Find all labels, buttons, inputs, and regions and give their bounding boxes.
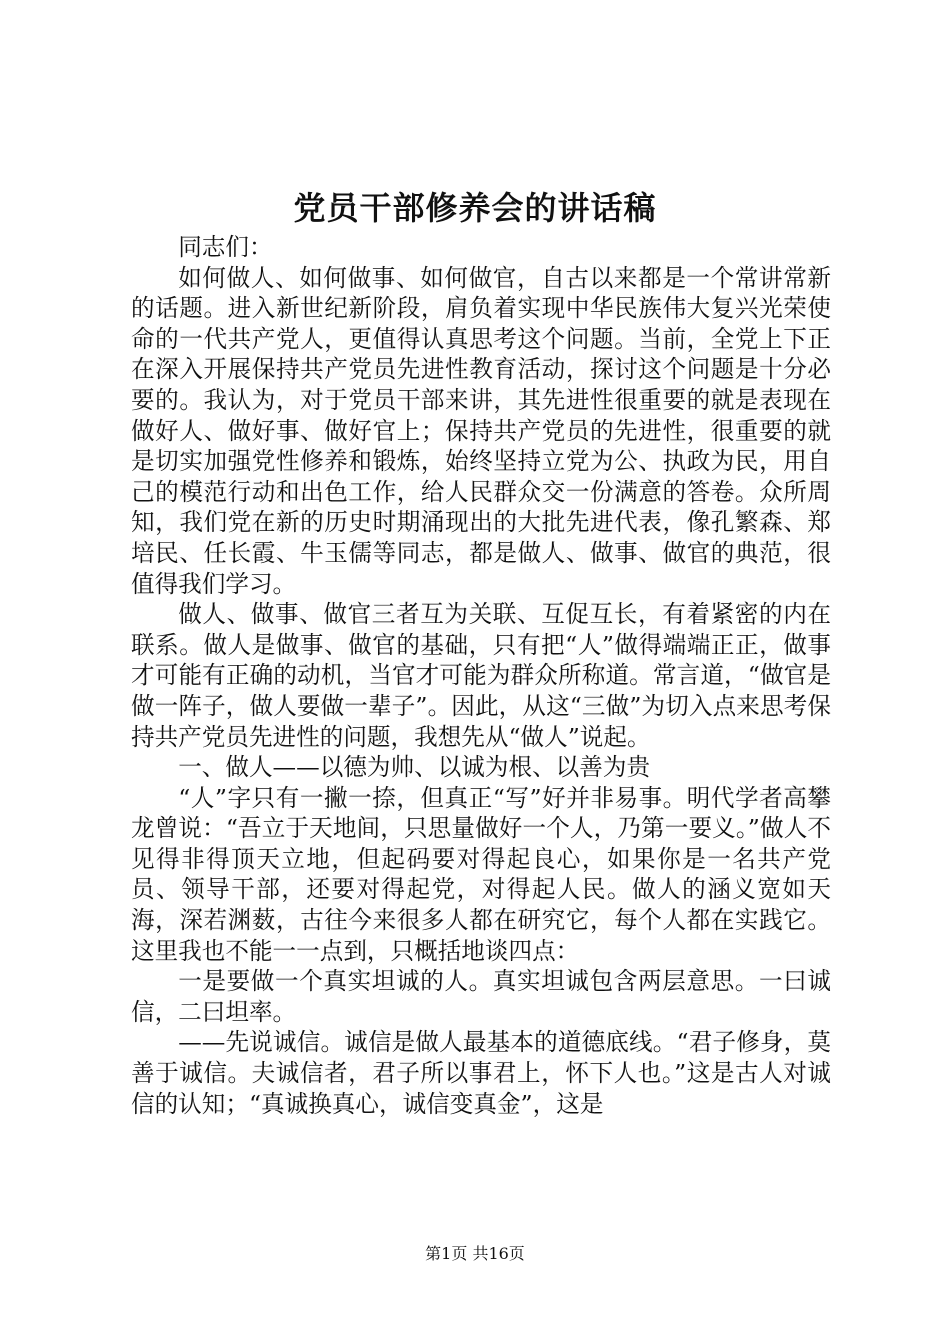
document-title: 党员干部修养会的讲话稿 (293, 189, 657, 227)
paragraph-point-one: 一是要做一个真实坦诚的人。真实坦诚包含两层意思。一曰诚信，二曰坦率。 (131, 967, 831, 1026)
document-body (131, 232, 831, 1119)
paragraph-integrity: ——先说诚信。诚信是做人最基本的道德底线。“君子修身，莫善于诚信。夫诚信者，君子所以事君上，怀下人也。”这是古人对诚信的认知；“真诚换真心，诚信变真金”，这是 (131, 1028, 831, 1118)
paragraph-intro: 如何做人、如何做事、如何做官，自古以来都是一个常讲常新的话题。进入新世纪新阶段，肩负着实现中华民族伟大复兴光荣使命的一代共产党人，更值得认真思考这个问题。当前，全党上下正在深入开展保持共产党员先进性教育活动，探讨这个问题是十分必要的。我认为，对于党员干部来讲，其先进性很重要的就是表现在做好人、做好事、做好官上；保持共产党员的先进性，很重要的就是切实加强党性修养和锻炼，始终坚持立党为公、执政为民，用自己的模范行动和出色工作，给人民群众交一份满意的答卷。众所周知，我们党在新的历史时期涌现出的大批先进代表，像孔繁森、郑培民、任长霞、牛玉儒等同志，都是做人、做事、做官的典范，很值得我们学习。 (131, 263, 831, 598)
section-heading: 一、做人——以德为帅、以诚为根、以善为贵 (178, 753, 651, 782)
salutation: 同志们： (178, 233, 273, 261)
paragraph-being-human: “人”字只有一撇一捺，但真正“写”好并非易事。明代学者高攀龙曾说：“吾立于天地间，只思量做好一个人，乃第一要义。”做人不见得非得顶天立地，但起码要对得起良心，如果你是一名共产党员、领导干部，还要对得起党，对得起人民。做人的涵义宽如天海，深若渊薮，古往今来很多人都在研究它，每个人都在实践它。这里我也不能一一点到，只概括地谈四点： (131, 783, 831, 965)
page-footer: 第1页 共16页 (425, 1244, 525, 1263)
paragraph-three-dos: 做人、做事、做官三者互为关联、互促互长，有着紧密的内在联系。做人是做事、做官的基础，只有把“人”做得端端正正，做事才可能有正确的动机，当官才可能为群众所称道。常言道，“做官是做一阵子，做人要做一辈子”。因此，从这“三做”为切入点来思考保持共产党员先进性的问题，我想先从“做人”说起。 (131, 600, 831, 751)
